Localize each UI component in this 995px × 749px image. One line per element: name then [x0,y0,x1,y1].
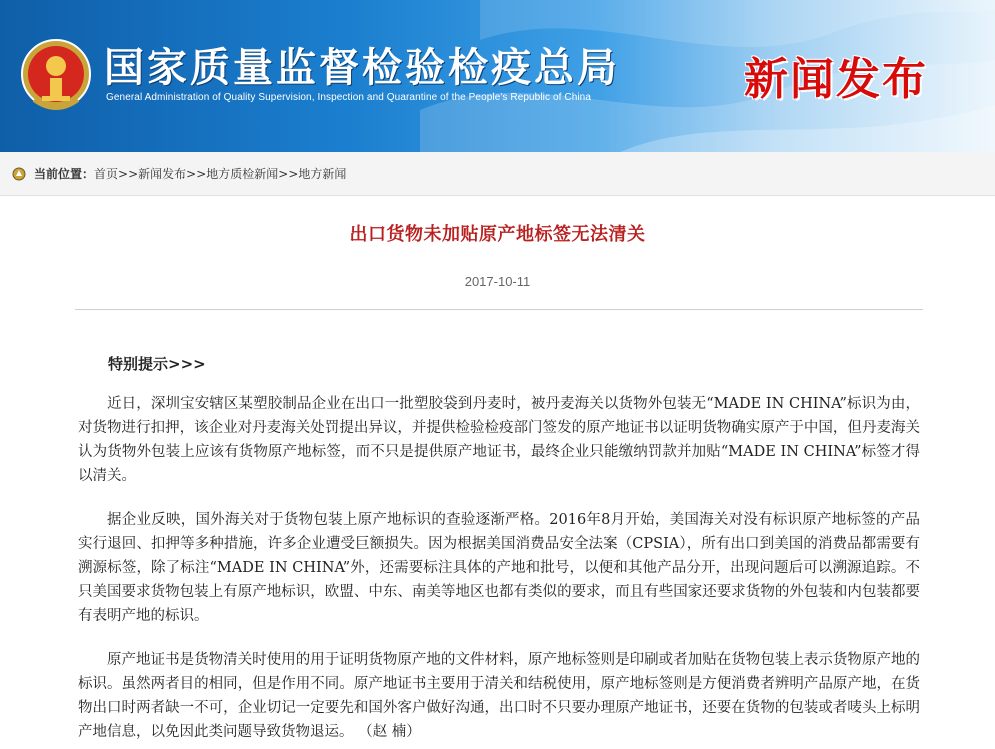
article-title: 出口货物未加贴原产地标签无法清关 [349,224,646,245]
breadcrumb [0,152,995,196]
breadcrumb-label: 当前位置： [34,167,95,181]
article-body [78,352,920,749]
location-pin-icon [12,167,26,181]
agency-emblem-icon [20,36,92,116]
breadcrumb-separator: >> [186,166,207,181]
agency-name-english: General Administration of Quality Supervision, Inspection and Quarantine of the People's Republic of China [106,92,592,103]
article-paragraph: 原产地证书是货物清关时使用的用于证明货物原产地的文件材料，原产地标签则是印刷或者加贴在货物包装上表示货物原产地的标识。虽然两者目的相同，但是作用不同。原产地证书主要用于清关和结税使用，原产地标签则是方便消费者辨明产品原产地，在货物出口时两者缺一不可，企业切记一定要先和国外客户做好沟通，出口时不只要办理原产地证书，还要在货物的包装或者唛头上标明产地信息，以免因此类问题导致货物退运。 （赵 楠） [78,652,920,740]
breadcrumb-separator: >> [118,166,139,181]
header-banner [0,0,995,152]
article-date: 2017-10-11 [464,274,531,289]
breadcrumb-home[interactable]: 首页 [94,167,119,181]
breadcrumb-separator: >> [278,166,299,181]
article-paragraph: 据企业反映，国外海关对于货物包装上原产地标识的查验逐渐严格。2016年8月开始，美国海关对没有标识原产地标签的产品实行退回、扣押等多种措施，许多企业遭受巨额损失。因为根据美国消费品安全法案（CPSIA），所有出口到美国的消费品都需要有溯源标签，除了标注“MADE IN CHINA”外，还需要标注具体的产地和批号，以便和其他产品分开，出现问题后可以溯源追踪。不只美国要求货物包装上有原产地标识，欧盟、中东、南美等地区也都有类似的要求，而且有些国家还要求货物的外包装和内包装都要有表明产地的标识。 [78,512,920,624]
breadcrumb-local-inspection-news[interactable]: 地方质检新闻 [206,167,279,181]
breadcrumb-local-news[interactable]: 地方新闻 [298,167,347,181]
agency-name: 国家质量监督检验检疫总局 [104,45,620,91]
breadcrumb-news-release[interactable]: 新闻发布 [138,167,187,181]
section-title: 新闻发布 [744,54,928,105]
title-divider [75,309,923,310]
article-subhead: 特别提示>>> [108,355,206,373]
article-paragraph: 近日，深圳宝安辖区某塑胶制品企业在出口一批塑胶袋到丹麦时，被丹麦海关以货物外包装无“MADE IN CHINA”标识为由，对货物进行扣押，该企业对丹麦海关处罚提出异议，并提供检验检疫部门签发的原产地证书以证明货物确实原产于中国，但丹麦海关认为货物外包装上应该有货物原产地标签，而不只是提供原产地证书，最终企业只能缴纳罚款并加贴“MADE IN CHINA”标签才得以清关。 [78,396,920,484]
